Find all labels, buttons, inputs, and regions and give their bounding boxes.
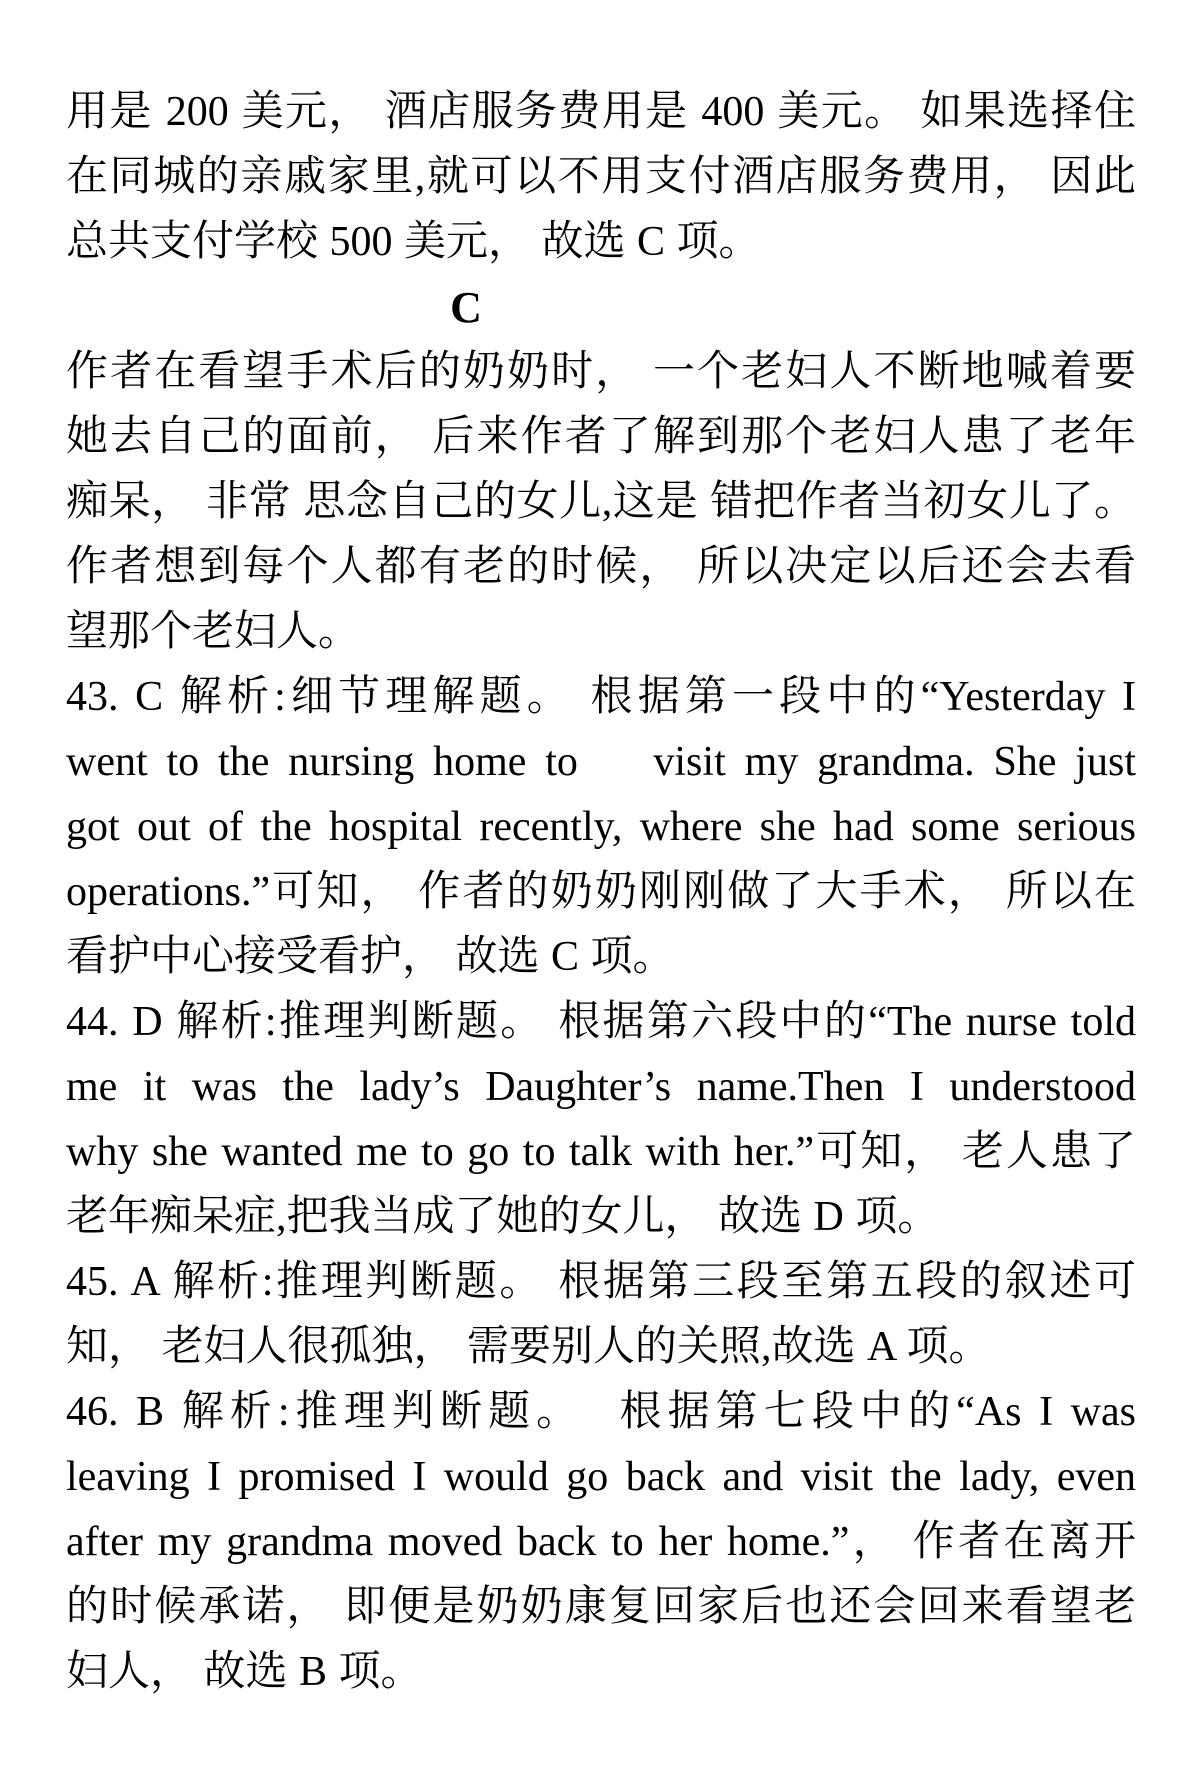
section-heading: C <box>450 283 482 332</box>
answer-line-46: 46. B 解析:推理判断题。 根据第七段中的“As I was <box>66 1389 1136 1435</box>
text-line: leaving I promised I would go back and visit the lady, even <box>66 1454 1136 1500</box>
text-line: 看护中心接受看护， 故选 C 项。 <box>66 934 675 980</box>
text-line: went to the nursing home to visit my grandma. She just <box>66 739 1136 785</box>
answer-line-43: 43. C 解析:细节理解题。 根据第一段中的“Yesterday I <box>66 674 1136 720</box>
answer-line-44: 44. D 解析:推理判断题。 根据第六段中的“The nurse told <box>66 999 1136 1045</box>
text-line: 老年痴呆症,把我当成了她的女儿， 故选 D 项。 <box>66 1194 940 1240</box>
text-line: 的时候承诺， 即便是奶奶康复回家后也还会回来看望老 <box>66 1584 1136 1630</box>
text-line: 作者在看望手术后的奶奶时， 一个老妇人不断地喊着要 <box>66 349 1136 395</box>
text-line: 她去自己的面前， 后来作者了解到那个老妇人患了老年 <box>66 414 1136 460</box>
text-line: operations.”可知， 作者的奶奶刚刚做了大手术， 所以在 <box>66 869 1136 915</box>
text-line: got out of the hospital recently, where she had some serious <box>66 804 1136 850</box>
text-line: me it was the lady’s Daughter’s name.Then I understood <box>66 1064 1136 1110</box>
text-line: why she wanted me to go to talk with her.”可知， 老人患了 <box>66 1129 1136 1175</box>
text-line: 用是 200 美元， 酒店服务费用是 400 美元。 如果选择住 <box>66 89 1136 135</box>
text-line: 作者想到每个人都有老的时候， 所以决定以后还会去看 <box>66 544 1136 590</box>
text-line: 在同城的亲戚家里,就可以不用支付酒店服务费用， 因此 <box>66 154 1136 200</box>
text-line: 望那个老妇人。 <box>66 609 361 655</box>
text-line: 知， 老妇人很孤独， 需要别人的关照,故选 A 项。 <box>66 1324 991 1370</box>
text-line: 痴呆， 非常 思念自己的女儿,这是 错把作者当初女儿了。 <box>66 479 1136 525</box>
answer-line-45: 45. A 解析:推理判断题。 根据第三段至第五段的叙述可 <box>66 1259 1136 1305</box>
text-line: 总共支付学校 500 美元， 故选 C 项。 <box>66 219 761 265</box>
text-line: after my grandma moved back to her home.”， 作者在离开 <box>66 1519 1136 1565</box>
text-line: 妇人， 故选 B 项。 <box>66 1649 423 1695</box>
